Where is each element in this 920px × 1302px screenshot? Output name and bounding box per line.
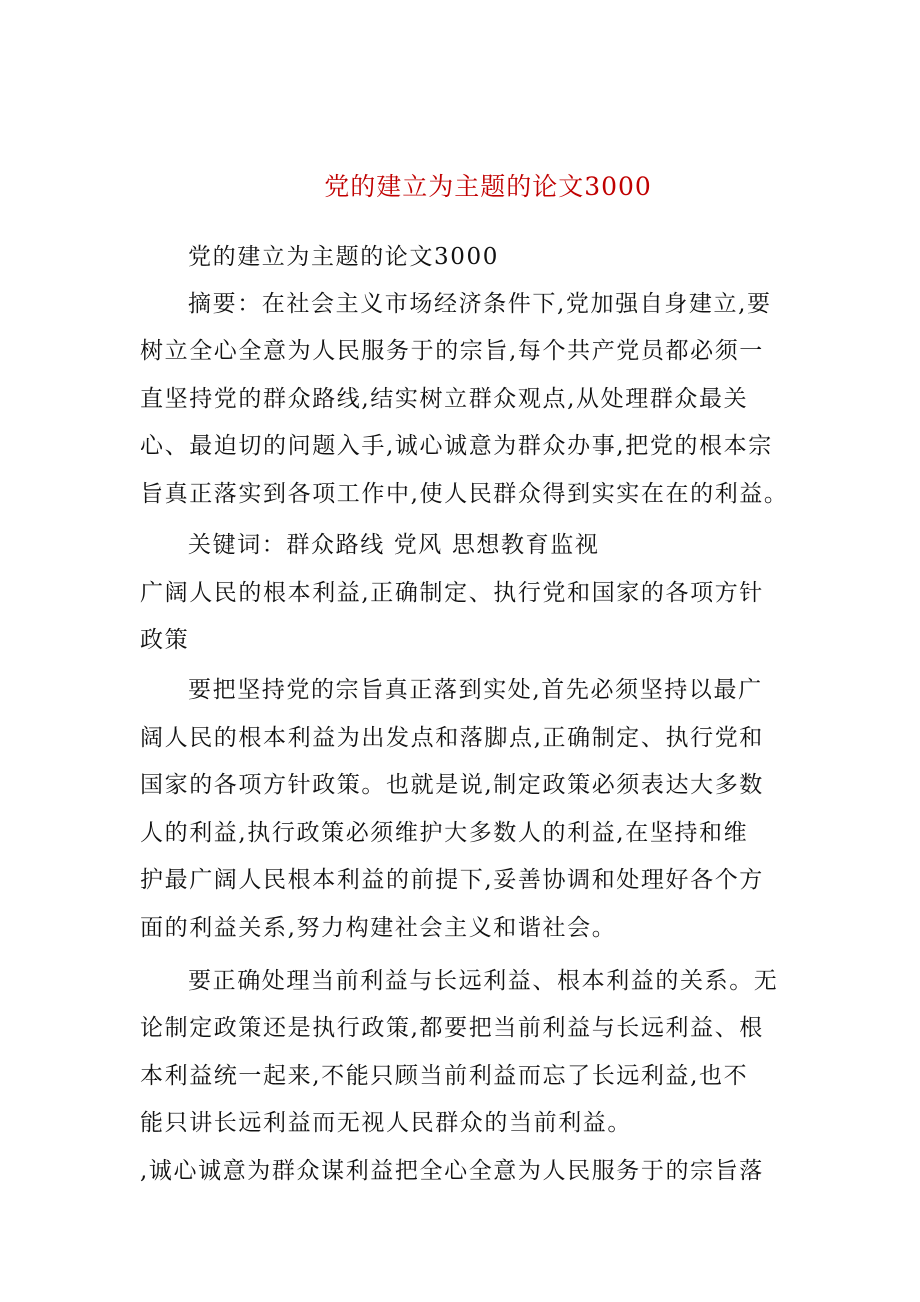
body-line: 阔人民的根本利益为出发点和落脚点,正确制定、执行党和 [140,725,764,751]
body-line: 能只讲长远利益而无视人民群众的当前利益。 [140,1110,632,1136]
abstract-line: 心、最迫切的问题入手,诚心诚意为群众办事,把党的根本宗 [140,433,773,459]
body-line: 护最广阔人民根本利益的前提下,妥善协调和处理好各个方 [140,867,764,893]
abstract-line: 旨真正落实到各项工作中,使人民群众得到实实在在的利益。 [140,481,789,507]
body-line: 论制定政策还是执行政策,都要把当前利益与长远利益、根 [140,1015,764,1041]
body-line: ,诚心诚意为群众谋利益把全心全意为人民服务于的宗旨落 [140,1158,764,1184]
section-heading-line: 政策 [140,627,190,653]
body-line: 要把坚持党的宗旨真正落到实处,首先必须坚持以最广 [188,677,763,703]
body-line: 人的利益,执行政策必须维护大多数人的利益,在坚持和维 [140,820,749,846]
subtitle-line: 党的建立为主题的论文3000 [188,244,499,270]
abstract-line: 直坚持党的群众路线,结实树立群众观点,从处理群众最关 [140,386,749,412]
body-line: 要正确处理当前利益与长远利益、根本利益的关系。无 [188,968,779,994]
body-line: 面的利益关系,努力构建社会主义和谐社会。 [140,915,617,941]
keywords-line: 关键词：群众路线 党风 思想教育监视 [188,532,600,558]
abstract-line: 摘要：在社会主义市场经济条件下,党加强自身建立,要 [188,291,772,317]
document-title: 党的建立为主题的论文3000 [324,172,652,201]
section-heading-line: 广阔人民的根本利益,正确制定、执行党和国家的各项方针 [140,580,764,606]
abstract-line: 树立全心全意为人民服务于的宗旨,每个共产党员都必须一 [140,338,764,364]
body-line: 国家的各项方针政策。也就是说,制定政策必须表达大多数 [140,772,764,798]
body-line: 本利益统一起来,不能只顾当前利益而忘了长远利益,也不 [140,1063,749,1089]
